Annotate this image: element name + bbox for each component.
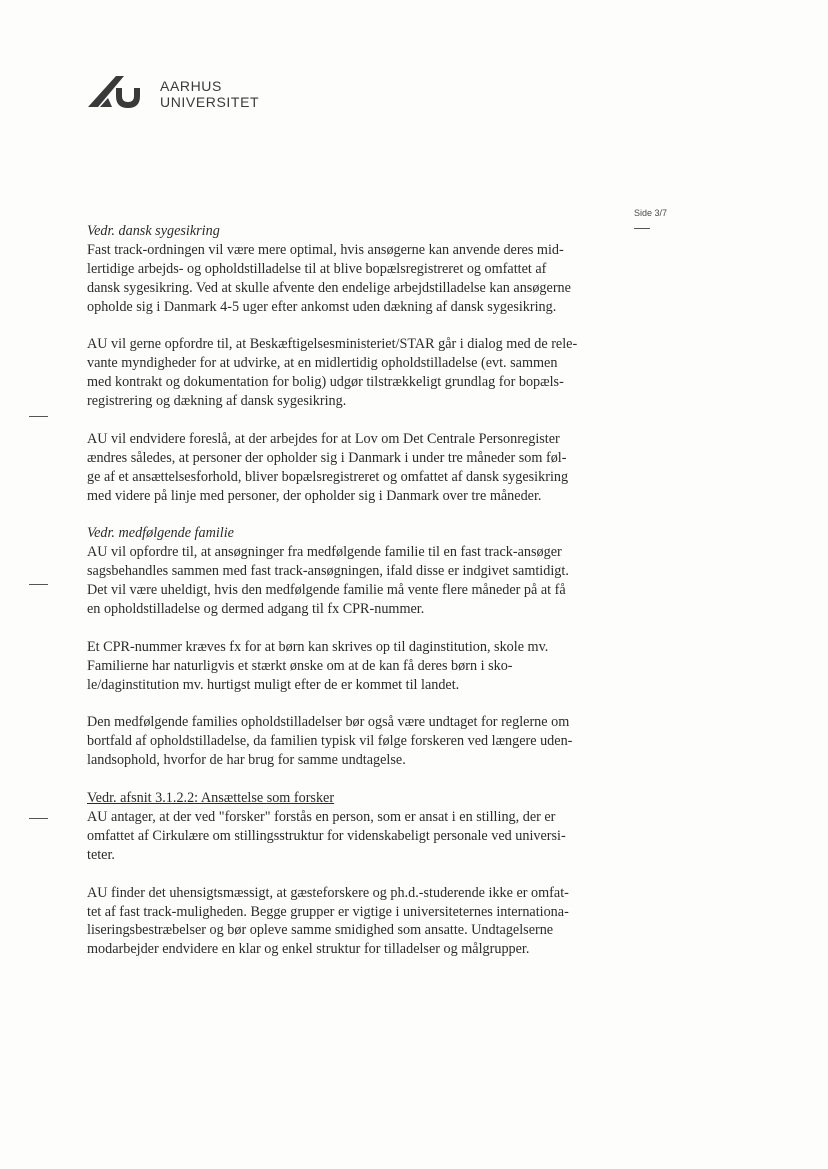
text-line: modarbejder endvidere en klar og enkel struktur for tilladelser og målgrupper. <box>87 941 530 958</box>
paragraph-block <box>87 335 612 411</box>
text-line: AU finder det uhensigtsmæssigt, at gæsteforskere og ph.d.-studerende ikke er omfat- <box>87 884 569 901</box>
text-line: Familierne har naturligvis et stærkt ønske om at de kan få deres børn i sko- <box>87 657 513 674</box>
text-line: Fast track-ordningen vil være mere optimal, hvis ansøgerne kan anvende deres mid- <box>87 241 564 258</box>
text-line: vante myndigheder for at udvirke, at en midlertidig opholdstilladelse (evt. sammen <box>87 355 558 372</box>
paragraph-block <box>87 524 612 619</box>
page-number-rule <box>634 228 650 229</box>
logo-wordmark <box>160 78 259 110</box>
text-line: AU vil endvidere foreslå, at der arbejdes for at Lov om Det Centrale Personregister <box>87 430 560 447</box>
text-line: AU vil gerne opfordre til, at Beskæftigelsesministeriet/STAR går i dialog med de rele- <box>87 336 578 353</box>
text-line: AU vil opfordre til, at ansøgninger fra medfølgende familie til en fast track-ansøger <box>87 544 562 561</box>
paragraph-block <box>87 884 612 960</box>
text-line: med videre på linje med personer, der opholder sig i Danmark over tre måneder. <box>87 487 542 504</box>
section-heading: Vedr. afsnit 3.1.2.2: Ansættelse som forsker <box>87 790 335 807</box>
text-line: teter. <box>87 846 115 863</box>
university-logo <box>86 74 259 110</box>
logo-line-1: AARHUS <box>160 78 222 94</box>
text-line: lertidige arbejds- og opholdstilladelse til at blive bopælsregistreret og omfattet af <box>87 260 547 277</box>
text-line: Et CPR-nummer kræves fx for at børn kan skrives op til daginstitution, skole mv. <box>87 638 549 655</box>
section-heading: Vedr. dansk sygesikring <box>87 223 220 239</box>
logo-line-2: UNIVERSITET <box>160 94 260 110</box>
text-line: med kontrakt og dokumentation for bolig) udgør tilstrækkeligt grundlag for bopæls- <box>87 374 564 391</box>
text-line: omfattet af Cirkulære om stillingsstruktur for videnskabeligt personale ved universi- <box>87 827 566 844</box>
section-heading: Vedr. medfølgende familie <box>87 525 234 542</box>
text-line: Den medfølgende families opholdstilladelser bør også være undtaget for reglerne om <box>87 714 570 731</box>
text-line: ændres således, at personer der opholder sig i Danmark i under tre måneder som føl- <box>87 449 567 466</box>
au-logo-icon <box>86 74 150 110</box>
paragraph-block <box>87 713 612 770</box>
text-line: AU antager, at der ved "forsker" forstås en person, som er ansat i en stilling, der er <box>87 809 556 825</box>
text-line: landsophold, hvorfor de har brug for samme undtagelse. <box>87 752 406 769</box>
text-line: dansk sygesikring. Ved at skulle afvente den endelige arbejdstilladelse kan ansøgerne <box>87 279 571 296</box>
text-line: registrering og dækning af dansk sygesikring. <box>87 393 347 410</box>
page-number: Side 3/7 <box>634 208 668 218</box>
text-line: bortfald af opholdstilladelse, da familien typisk vil følge forskeren ved længere uden- <box>87 733 573 750</box>
text-line: en opholdstilladelse og dermed adgang til fx CPR-nummer. <box>87 601 425 618</box>
text-line: le/daginstitution mv. hurtigst muligt efter de er kommet til landet. <box>87 676 460 693</box>
text-line: ge af et ansættelsesforhold, bliver bopælsregistreret og omfattet af dansk sygesikring <box>87 468 569 485</box>
paragraph-block <box>87 430 612 506</box>
paragraph-block <box>87 789 612 865</box>
paragraph-block <box>87 638 612 695</box>
text-line: Det vil være uheldigt, hvis den medfølgende familie må vente flere måneder på at få <box>87 582 566 599</box>
text-line: liseringsbestræbelser og bør opleve samme smidighed som ansatte. Undtagelserne <box>87 922 554 939</box>
paragraph-block <box>87 222 612 317</box>
margin-mark <box>29 818 48 819</box>
text-line: opholde sig i Danmark 4-5 uger efter ankomst uden dækning af dansk sygesikring. <box>87 298 557 315</box>
margin-mark <box>29 416 48 417</box>
margin-mark <box>29 584 48 585</box>
body-text <box>87 222 612 978</box>
text-line: sagsbehandles sammen med fast track-ansøgningen, ifald disse er indgivet samtidigt. <box>87 563 569 580</box>
text-line: tet af fast track-muligheden. Begge grupper er vigtige i universiteternes internationa- <box>87 903 569 920</box>
